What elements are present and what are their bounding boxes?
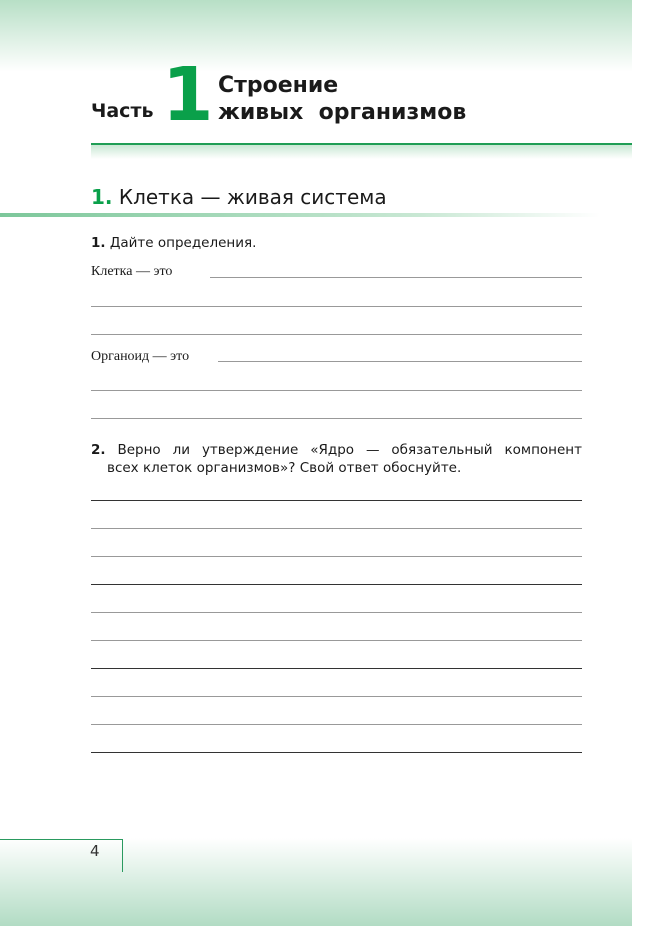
page-number: 4 [90,842,100,860]
task-number: 1. [91,235,106,251]
part-title-line1: Строение [218,73,339,98]
answer-line[interactable] [91,390,582,391]
answer-line[interactable] [210,277,582,278]
answer-line[interactable] [218,361,582,362]
section-divider [0,213,600,217]
task-text: Дайте определения. [109,235,257,251]
answer-line[interactable] [91,528,582,529]
answer-line[interactable] [91,612,582,613]
top-gradient-band [0,0,632,72]
answer-line[interactable] [91,724,582,725]
answer-line[interactable] [91,696,582,697]
field-label-cell: Клетка — это [91,264,173,279]
answer-line[interactable] [91,752,582,753]
page-number-box [0,839,123,872]
field-label-organoid: Органоид — это [91,349,190,364]
task-text-line1: Верно ли утверждение «Ядро — обязательный компонент [117,442,583,458]
part-title-line2: живых организмов [218,100,467,125]
answer-line[interactable] [91,556,582,557]
part-title [218,72,466,126]
answer-line[interactable] [91,418,582,419]
header-divider [91,143,632,159]
answer-line[interactable] [91,584,582,585]
answer-line[interactable] [91,500,582,501]
section-number: 1. [91,185,113,209]
part-label: Часть [91,100,154,122]
answer-line[interactable] [91,334,582,335]
task-text-line2: всех клеток организмов»? Свой ответ обоснуйте. [107,460,462,476]
answer-line[interactable] [91,640,582,641]
section-heading [91,185,387,209]
part-number: 1 [162,52,214,138]
task-2 [91,441,582,477]
section-title: Клетка — живая система [118,185,387,209]
task-1 [91,234,256,252]
page-edge [632,0,650,926]
task-number: 2. [91,442,106,458]
answer-line[interactable] [91,306,582,307]
answer-line[interactable] [91,668,582,669]
